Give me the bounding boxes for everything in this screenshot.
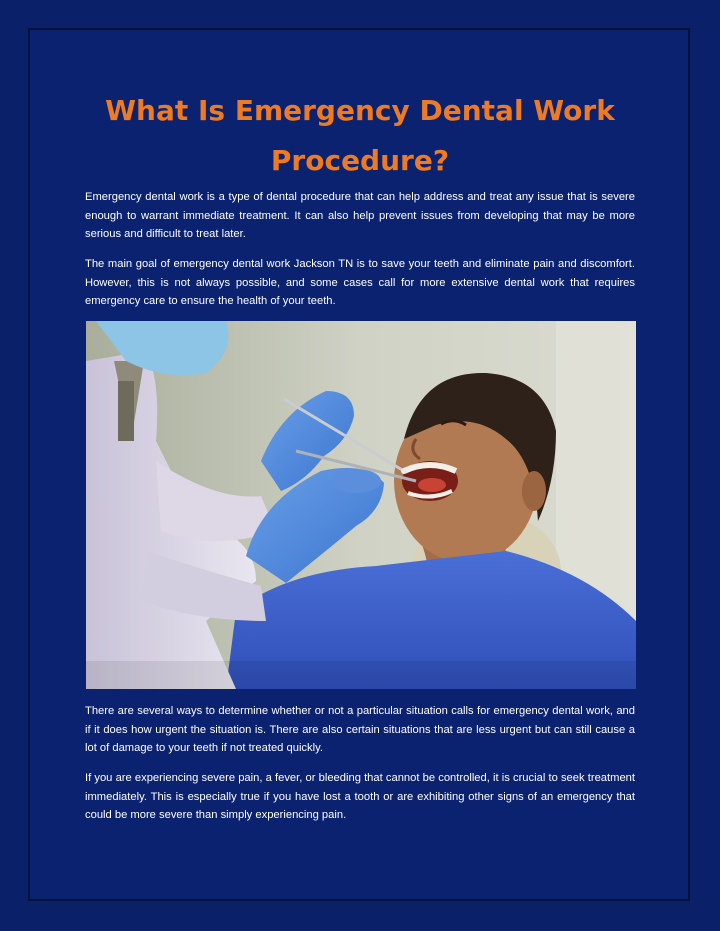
paragraph-determine-urgency: There are several ways to determine whether or not a particular situation calls for emergency dental work, and if it does how urgent the situation is. There are also certain situations that are less urgent but can still cause a lot of damage to your teeth if not treated quickly. — [85, 705, 635, 755]
paragraph-intro: Emergency dental work is a type of dental procedure that can help address and treat any issue that is severe enough to warrant immediate treatment. It can also help prevent issues from developing that may be more serious and difficult to treat later. — [85, 191, 635, 241]
paragraph-main-goal: The main goal of emergency dental work Jackson TN is to save your teeth and eliminate pain and discomfort. However, this is not always possible, and some cases call for more extensive dental work that requires emergency care to ensure the health of your teeth. — [85, 258, 635, 308]
paragraph-seek-treatment: If you are experiencing severe pain, a fever, or bleeding that cannot be controlled, it is crucial to seek treatment immediately. This is especially true if you have lost a tooth or are exhibiting other signs of an emergency that could be more severe than simply experiencing pain. — [85, 772, 635, 822]
dental-procedure-photo — [86, 321, 636, 689]
page-title: What Is Emergency Dental Work Procedure? — [105, 94, 615, 177]
